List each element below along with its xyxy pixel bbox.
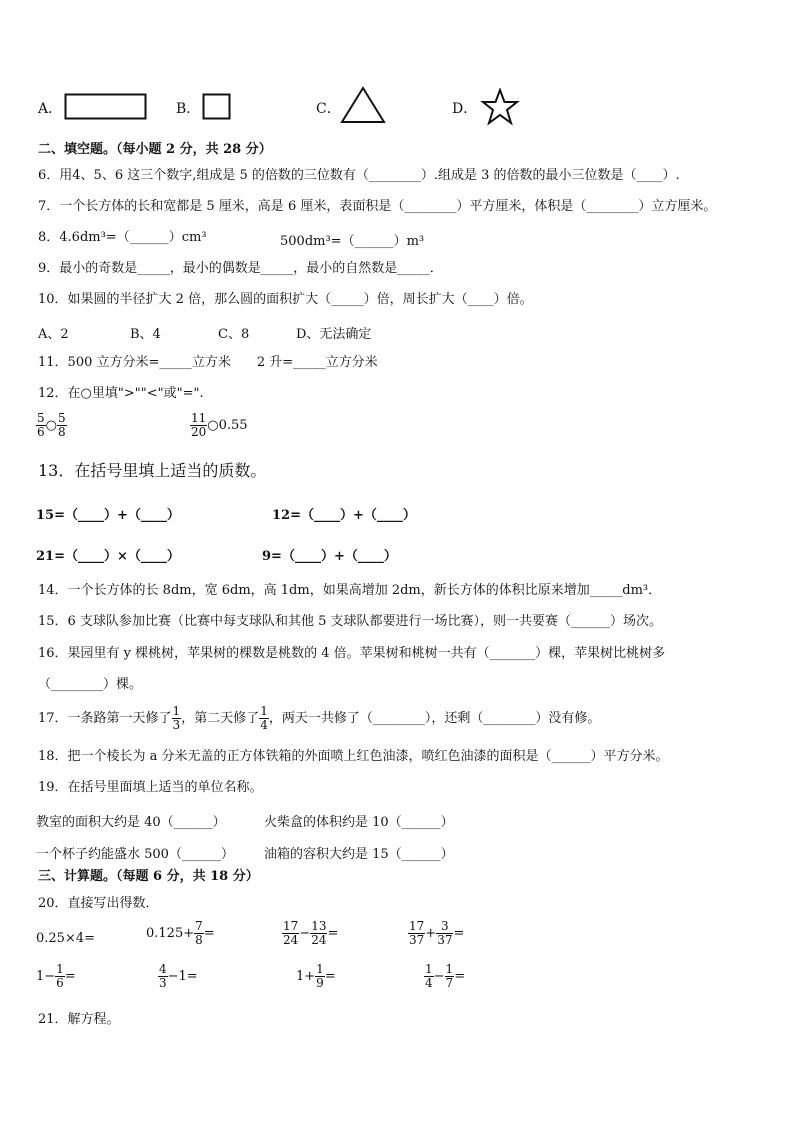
q10-option-b: B、4	[130, 327, 161, 342]
question-14: 14．一个长方体的长 8dm，宽 6dm，高 1dm，如果高增加 2dm，新长方体的体积比原来增加_____dm³．	[38, 583, 662, 598]
section-2-heading: 二、填空题。（每小题 2 分，共 28 分）	[38, 142, 272, 157]
option-a-label: A．	[38, 101, 63, 117]
section-3-heading: 三、计算题。（每题 6 分，共 18 分）	[38, 869, 259, 884]
calc-2: 0.125+ $\frac{7}{8}$ =	[146, 919, 215, 947]
option-d-label: D．	[452, 101, 478, 117]
question-15: 15．6 支球队参加比赛（比赛中每支球队和其他 5 支球队都要进行一场比赛），则一共要赛（______）场次。	[38, 614, 662, 629]
square-shape	[202, 93, 232, 121]
question-7: 7．一个长方体的长和宽都是 5 厘米，高是 6 厘米，表面积是（________）平方厘米，体积是（________）立方厘米。	[38, 199, 717, 214]
calc-5: 1− $\frac{1}{6}$ =	[36, 962, 76, 990]
q13-item-b: 12=（____）+（____）	[272, 508, 416, 523]
triangle-shape	[340, 86, 386, 124]
question-20: 20．直接写出得数．	[38, 896, 159, 911]
q10-option-a: A、2	[38, 327, 69, 342]
calc-3: $\frac{17}{24}$ − $\frac{13}{24}$ =	[283, 919, 339, 947]
calc-7: 1+ $\frac{1}{9}$ =	[296, 962, 336, 990]
star-shape	[480, 88, 520, 126]
question-16-line2: （________）棵。	[38, 677, 143, 692]
q19-item-b: 火柴盒的体积约是 10（______）	[264, 815, 454, 830]
question-8a: 8．4.6dm³=（______）cm³	[38, 230, 207, 245]
question-21: 21．解方程。	[38, 1012, 120, 1027]
q12-compare-a: $\frac{5}{6}$ ○ $\frac{5}{8}$	[37, 411, 66, 439]
question-9: 9．最小的奇数是_____，最小的偶数是_____，最小的自然数是_____．	[38, 261, 443, 276]
q13-item-c: 21=（____）×（____）	[36, 549, 180, 564]
q13-item-d: 9=（____）+（____）	[262, 549, 397, 564]
q12-compare-b: $\frac{11}{20}$ ○0.55	[191, 411, 248, 439]
question-10: 10．如果圆的半径扩大 2 倍，那么圆的面积扩大（_____）倍，周长扩大（____）倍。	[38, 292, 533, 307]
question-11: 11．500 立方分米=_____立方米 2 升=_____立方分米	[38, 355, 378, 370]
q10-option-c: C、8	[218, 327, 250, 342]
q19-item-d: 油箱的容积大约是 15（______）	[264, 847, 454, 862]
calc-8: $\frac{1}{4}$ − $\frac{1}{7}$ =	[425, 962, 466, 990]
question-12: 12．在○里填">""<"或"=".	[38, 386, 204, 401]
calc-6: $\frac{4}{3}$ −1=	[159, 962, 198, 990]
option-c-label: C．	[316, 101, 341, 117]
question-17: 17．一条路第一天修了 $\frac{1}{3}$ ，第二天修了 $\frac{1}{4}$ ，两天一共修了（________），还剩（________）没有修。	[38, 704, 601, 732]
calc-4: $\frac{17}{37}$ + $\frac{3}{37}$ =	[409, 919, 465, 947]
q13-item-a: 15=（____）+（____）	[36, 508, 180, 523]
rectangle-shape	[64, 93, 148, 121]
q10-option-d: D、无法确定	[296, 327, 372, 342]
question-6: 6．用4、5、6 这三个数字,组成是 5 的倍数的三位数有（________）.组成是 3 的倍数的最小三位数是（____）.	[38, 168, 680, 183]
question-16-line1: 16．果园里有 y 棵桃树，苹果树的棵数是桃数的 4 倍。苹果树和桃树一共有（_______）棵，苹果树比桃树多	[38, 646, 666, 661]
calc-1: 0.25×4=	[36, 931, 96, 946]
question-8b: 500dm³=（______）m³	[280, 234, 425, 249]
q19-item-a: 教室的面积大约是 40（______）	[36, 815, 226, 830]
question-19: 19．在括号里面填上适当的单位名称。	[38, 780, 263, 795]
question-18: 18．把一个棱长为 a 分米无盖的正方体铁箱的外面喷上红色油漆，喷红色油漆的面积是（______）平方分米。	[38, 749, 669, 764]
option-b-label: B．	[176, 101, 201, 117]
question-13: 13．在括号里填上适当的质数。	[38, 461, 267, 480]
q19-item-c: 一个杯子约能盛水 500（______）	[36, 847, 234, 862]
